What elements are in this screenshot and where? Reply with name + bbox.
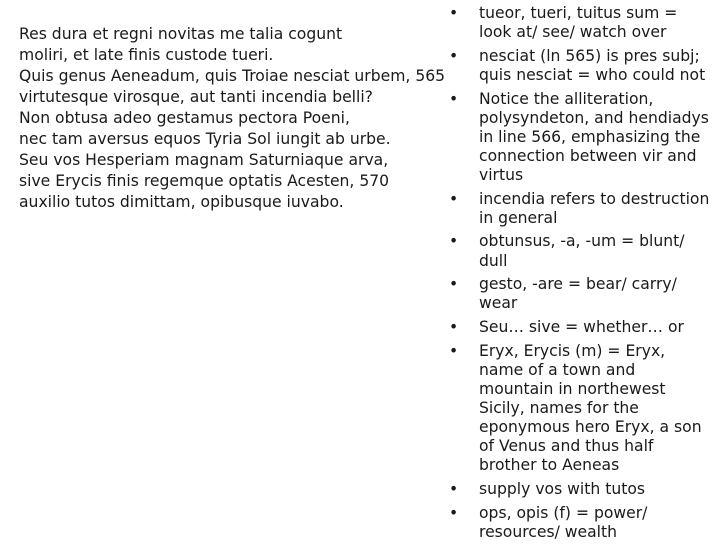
latin-line: auxilio tutos dimittam, opibusque iuvabo. bbox=[19, 193, 344, 211]
note-item bbox=[446, 90, 714, 185]
note-text: Seu… sive = whether… or bbox=[479, 317, 684, 336]
latin-line: sive Erycis finis regemque optatis Acesten, 570 bbox=[19, 172, 390, 190]
note-item bbox=[446, 480, 714, 499]
latin-passage bbox=[19, 24, 445, 213]
bullet-icon: • bbox=[449, 317, 459, 336]
bullet-icon: • bbox=[449, 503, 459, 522]
note-text: gesto, -are = bear/ carry/ wear bbox=[479, 275, 677, 313]
note-text: ops, opis (f) = power/ resources/ wealth bbox=[479, 503, 648, 541]
bullet-icon: • bbox=[449, 341, 459, 360]
note-item bbox=[446, 4, 714, 42]
latin-line: Seu vos Hesperiam magnam Saturniaque arva, bbox=[19, 151, 389, 169]
bullet-icon: • bbox=[449, 189, 459, 208]
bullet-icon: • bbox=[449, 479, 459, 498]
note-item bbox=[446, 504, 714, 542]
note-text: Eryx, Erycis (m) = Eryx, name of a town and mountain in northewest Sicily, names for the eponymous hero Eryx, a son of Venus and thus half brother to Aeneas bbox=[479, 341, 702, 475]
vocabulary-notes-list bbox=[446, 4, 714, 546]
bullet-icon: • bbox=[449, 4, 459, 22]
note-item bbox=[446, 275, 714, 313]
note-text: Notice the alliteration, polysyndeton, and hendiadys in line 566, emphasizing the connection between vir and virtus bbox=[479, 89, 709, 184]
note-item bbox=[446, 342, 714, 476]
bullet-icon: • bbox=[449, 46, 459, 65]
note-text: nesciat (ln 565) is pres subj; quis nesciat = who could not bbox=[479, 46, 706, 84]
bullet-icon: • bbox=[449, 89, 459, 108]
latin-line: Non obtusa adeo gestamus pectora Poeni, bbox=[19, 109, 350, 127]
latin-line: Quis genus Aeneadum, quis Troiae nesciat urbem, 565 bbox=[19, 67, 446, 85]
note-item bbox=[446, 190, 714, 228]
note-item bbox=[446, 232, 714, 270]
note-item bbox=[446, 318, 714, 337]
note-text: tueor, tueri, tuitus sum = look at/ see/ watch over bbox=[479, 4, 678, 42]
note-text: supply vos with tutos bbox=[479, 479, 645, 498]
note-item bbox=[446, 47, 714, 85]
note-text: obtunsus, -a, -um = blunt/ dull bbox=[479, 232, 685, 270]
latin-line: moliri, et late finis custode tueri. bbox=[19, 46, 274, 64]
note-text: incendia refers to destruction in general bbox=[479, 189, 710, 227]
latin-line: nec tam aversus equos Tyria Sol iungit ab urbe. bbox=[19, 130, 391, 148]
bullet-icon: • bbox=[449, 275, 459, 294]
latin-line: virtutesque virosque, aut tanti incendia belli? bbox=[19, 88, 373, 106]
latin-line: Res dura et regni novitas me talia cogunt bbox=[19, 25, 343, 43]
bullet-icon: • bbox=[449, 232, 459, 251]
